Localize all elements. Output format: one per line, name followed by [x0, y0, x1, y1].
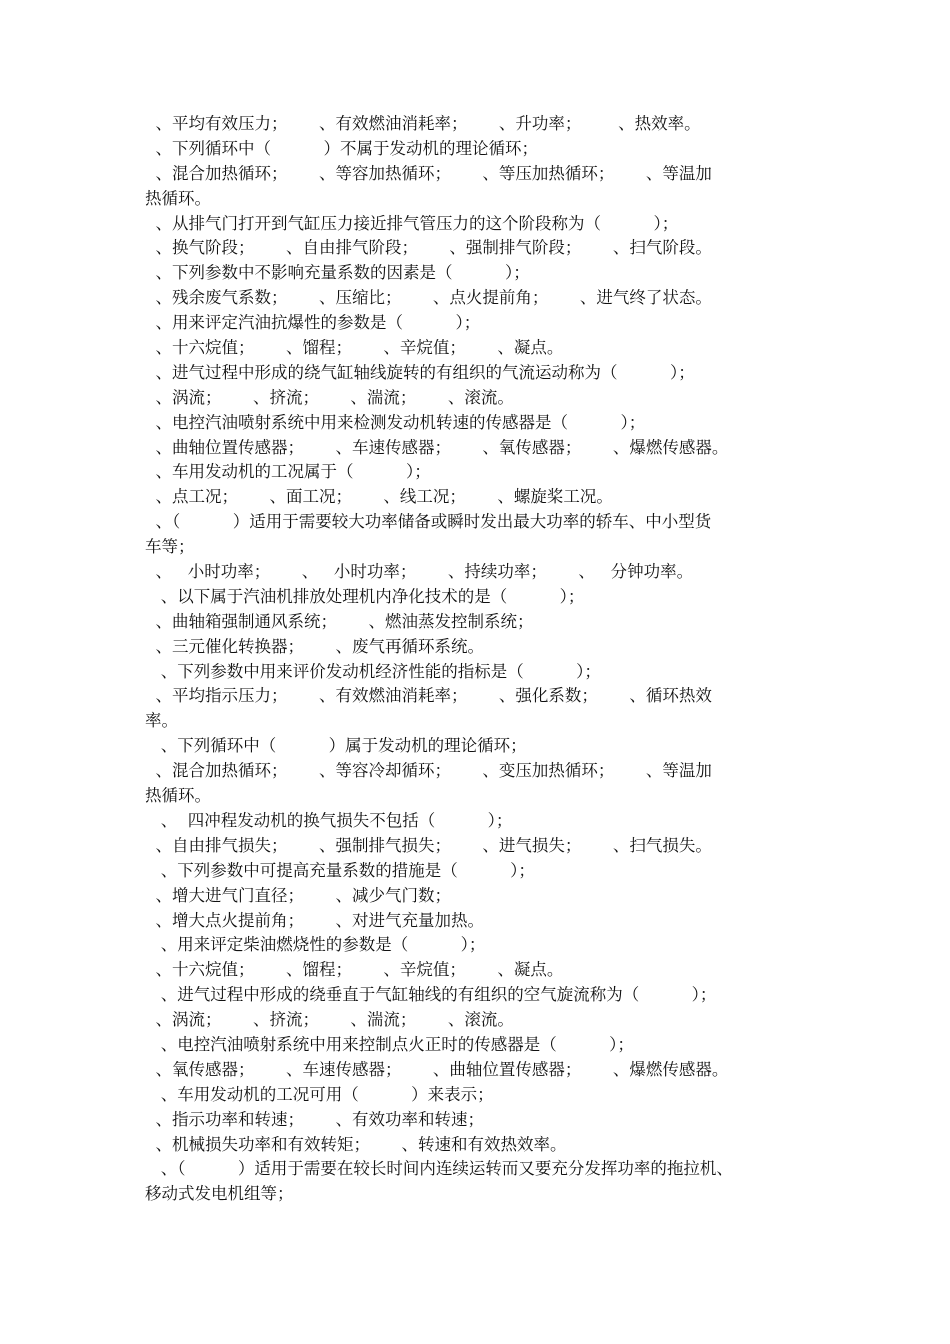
text-line: 、换气阶段； 、自由排气阶段； 、强制排气阶段； 、扫气阶段。 — [145, 238, 712, 258]
text-line: 、增大进气门直径； 、减少气门数； — [145, 885, 451, 905]
text-line: 热循环。 — [145, 786, 211, 806]
question-text-block — [145, 112, 810, 1207]
text-line: 、从排气门打开到气缸压力接近排气管压力的这个阶段称为（ ）； — [145, 213, 679, 233]
text-line: 、涡流； 、挤流； 、湍流； 、滚流。 — [145, 1010, 514, 1030]
text-line: 、混合加热循环； 、等容加热循环； 、等压加热循环； 、等温加 — [145, 163, 712, 183]
text-line: 、自由排气损失； 、强制排气损失； 、进气损失； 、扫气损失。 — [145, 835, 712, 855]
text-line: 车等； — [145, 537, 195, 557]
text-line: 、三元催化转换器； 、废气再循环系统。 — [145, 636, 484, 656]
text-line: 、车用发动机的工况可用（ ）来表示； — [145, 1084, 494, 1104]
text-line: 、氧传感器； 、车速传感器； 、曲轴位置传感器； 、爆燃传感器。 — [145, 1059, 729, 1079]
text-line: 、（ ）适用于需要在较长时间内连续运转而又要充分发挥功率的拖拉机、 — [145, 1159, 733, 1179]
text-line: 、 四冲程发动机的换气损失不包括（ ）； — [145, 810, 513, 830]
text-line: 、平均有效压力； 、有效燃油消耗率； 、升功率； 、热效率。 — [145, 114, 701, 133]
text-line: 、下列参数中用来评价发动机经济性能的指标是（ ）； — [145, 661, 601, 681]
text-line: 、曲轴箱强制通风系统； 、燃油蒸发控制系统； — [145, 611, 534, 631]
text-line: 、十六烷值； 、馏程； 、辛烷值； 、凝点。 — [145, 960, 564, 980]
text-line: 、机械损失功率和有效转矩； 、转速和有效热效率。 — [145, 1134, 567, 1154]
text-line: 、曲轴位置传感器； 、车速传感器； 、氧传感器； 、爆燃传感器。 — [145, 437, 729, 457]
text-line: 、用来评定汽油抗爆性的参数是（ ）； — [145, 313, 481, 333]
text-line: 、十六烷值； 、馏程； 、辛烷值； 、凝点。 — [145, 338, 564, 358]
text-line: 、进气过程中形成的绕气缸轴线旋转的有组织的气流运动称为（ ）； — [145, 362, 695, 382]
text-line: 、指示功率和转速； 、有效功率和转速； — [145, 1109, 484, 1129]
text-line: 、涡流； 、挤流； 、湍流； 、滚流。 — [145, 387, 514, 407]
text-line: 、下列参数中可提高充量系数的措施是（ ）； — [145, 860, 535, 880]
text-line: 移动式发电机组等； — [145, 1184, 294, 1204]
text-line: 、下列参数中不影响充量系数的因素是（ ）； — [145, 263, 530, 283]
text-line: 、 小时功率； 、 小时功率； 、持续功率； 、 分钟功率。 — [145, 562, 694, 582]
text-line: 、混合加热循环； 、等容冷却循环； 、变压加热循环； 、等温加 — [145, 761, 712, 781]
text-line: 、下列循环中（ ）不属于发动机的理论循环； — [145, 138, 538, 158]
text-line: 、点工况； 、面工况； 、线工况； 、螺旋桨工况。 — [145, 487, 613, 507]
text-line: 、电控汽油喷射系统中用来检测发动机转速的传感器是（ ）； — [145, 412, 646, 432]
text-line: 、增大点火提前角； 、对进气充量加热。 — [145, 910, 484, 930]
text-line: 率。 — [145, 711, 178, 731]
text-line: 、电控汽油喷射系统中用来控制点火正时的传感器是（ ）； — [145, 1034, 634, 1054]
text-line: 、以下属于汽油机排放处理机内净化技术的是（ ）； — [145, 586, 585, 606]
text-line: 热循环。 — [145, 188, 211, 208]
text-line: 、进气过程中形成的绕垂直于气缸轴线的有组织的空气旋流称为（ ）； — [145, 985, 717, 1005]
text-line: 、下列循环中（ ）属于发动机的理论循环； — [145, 736, 527, 756]
text-line: 、车用发动机的工况属于（ ）； — [145, 462, 431, 482]
text-line: 、平均指示压力； 、有效燃油消耗率； 、强化系数； 、循环热效 — [145, 686, 712, 706]
text-line: 、用来评定柴油燃烧性的参数是（ ）； — [145, 935, 486, 955]
text-line: 、残余废气系数； 、压缩比； 、点火提前角； 、进气终了状态。 — [145, 288, 712, 308]
text-line: 、（ ）适用于需要较大功率储备或瞬时发出最大功率的轿车、中小型货 — [145, 512, 712, 532]
